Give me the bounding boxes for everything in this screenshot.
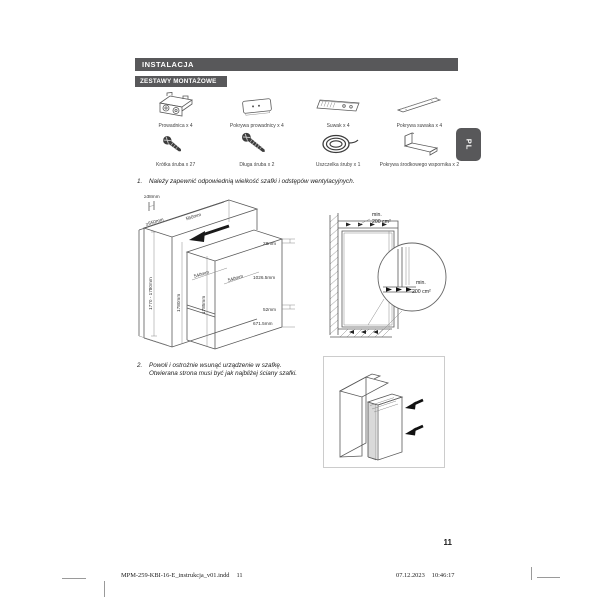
language-tab-label: PL — [464, 138, 473, 151]
step-2-number: 2. — [137, 362, 143, 369]
dim-cabinet-height: 1780mm — [176, 293, 181, 312]
ventilation-drawing — [328, 203, 468, 345]
parts-row-1 — [135, 91, 460, 129]
slider-cover-icon — [393, 91, 445, 121]
part-label: Pokrywa prowadnicy x 4 — [229, 123, 284, 129]
vent-top-min: min. — [372, 212, 382, 218]
insert-appliance-drawing — [324, 357, 444, 467]
footer-file: MPM-259-KBI-16-E_instrukcja_v01.indd — [121, 572, 230, 579]
crop-mark — [62, 578, 86, 579]
part-long-screw — [216, 130, 297, 168]
guide-bracket-icon — [150, 91, 202, 121]
part-slider-cover — [379, 91, 460, 129]
part-slider — [298, 91, 379, 129]
part-label: Pokrywa suwaka x 4 — [396, 123, 443, 129]
screw-gasket-icon — [312, 130, 364, 160]
footer-timestamp — [396, 572, 455, 579]
slider-rail-icon — [312, 91, 364, 121]
middle-bracket-cover-icon — [393, 130, 445, 160]
part-label: Pokrywa środkowego wspornika x 2 — [379, 162, 460, 168]
short-screw-icon — [150, 130, 202, 160]
part-short-screw — [135, 130, 216, 168]
part-label: Uszczelka śruby x 1 — [315, 162, 361, 168]
part-label: Suwak x 4 — [326, 123, 350, 129]
dim-lower-section: 671.5mm — [253, 321, 273, 326]
crop-mark — [537, 577, 560, 578]
dim-upper-section: 1026.5mm — [253, 275, 276, 280]
dim-top-width: 560mm — [185, 211, 202, 222]
dim-top-clearance: ≥38mm — [144, 194, 160, 199]
long-screw-icon — [231, 130, 283, 160]
part-gasket — [298, 130, 379, 168]
dim-inner-width: 540mm — [193, 269, 210, 279]
subsection-title-bar: ZESTAWY MONTAŻOWE — [135, 76, 227, 87]
dim-min-depth: ≥550mm — [145, 216, 165, 227]
dim-mid-gap: 52mm — [263, 307, 277, 312]
part-middle-bracket-cover — [379, 130, 460, 168]
part-label: Krótka śruba x 27 — [156, 162, 196, 168]
dim-niche-height: 1770 - 1780mm — [148, 277, 153, 310]
niche-dimensions-drawing — [132, 190, 328, 362]
dim-top-gap: 28mm — [263, 241, 277, 246]
footer-file-page: 11 — [236, 572, 243, 579]
part-guide — [135, 91, 216, 129]
crop-mark — [104, 581, 105, 597]
step-1-text: Należy zapewnić odpowiednią wielkość szafki i odstępów wentylacyjnych. — [149, 178, 355, 185]
insert-figure-frame — [323, 356, 445, 468]
footer-date: 07.12.2023 — [396, 572, 425, 579]
step-2-text-line1: Powoli i ostrożnie wsunąć urządzenie w szafkę. — [149, 362, 282, 369]
crop-mark — [531, 567, 532, 580]
guide-cover-icon — [231, 91, 283, 121]
step-2-text-line2: Otwierana strona musi być jak najbliżej ściany szafki. — [149, 370, 298, 377]
footer-time: 10:46:17 — [431, 572, 455, 579]
step-1 — [137, 178, 354, 186]
footer-filename — [121, 572, 243, 579]
parts-row-2 — [135, 130, 460, 168]
vent-top-area: 200 cm² — [372, 219, 391, 225]
step-2 — [137, 362, 297, 378]
section-title-bar: INSTALACJA — [135, 58, 458, 71]
dim-inner-width-2: 540mm — [227, 273, 244, 283]
vent-detail-min: min. — [416, 280, 426, 286]
part-guide-cover — [216, 91, 297, 129]
part-label: Długa śruba x 2 — [239, 162, 275, 168]
dim-appliance-height: 1785mm — [201, 295, 206, 314]
step-1-number: 1. — [137, 178, 143, 185]
part-label: Prowadnica x 4 — [158, 123, 193, 129]
vent-detail-area: 200 cm² — [412, 289, 431, 295]
page-number: 11 — [443, 538, 452, 547]
